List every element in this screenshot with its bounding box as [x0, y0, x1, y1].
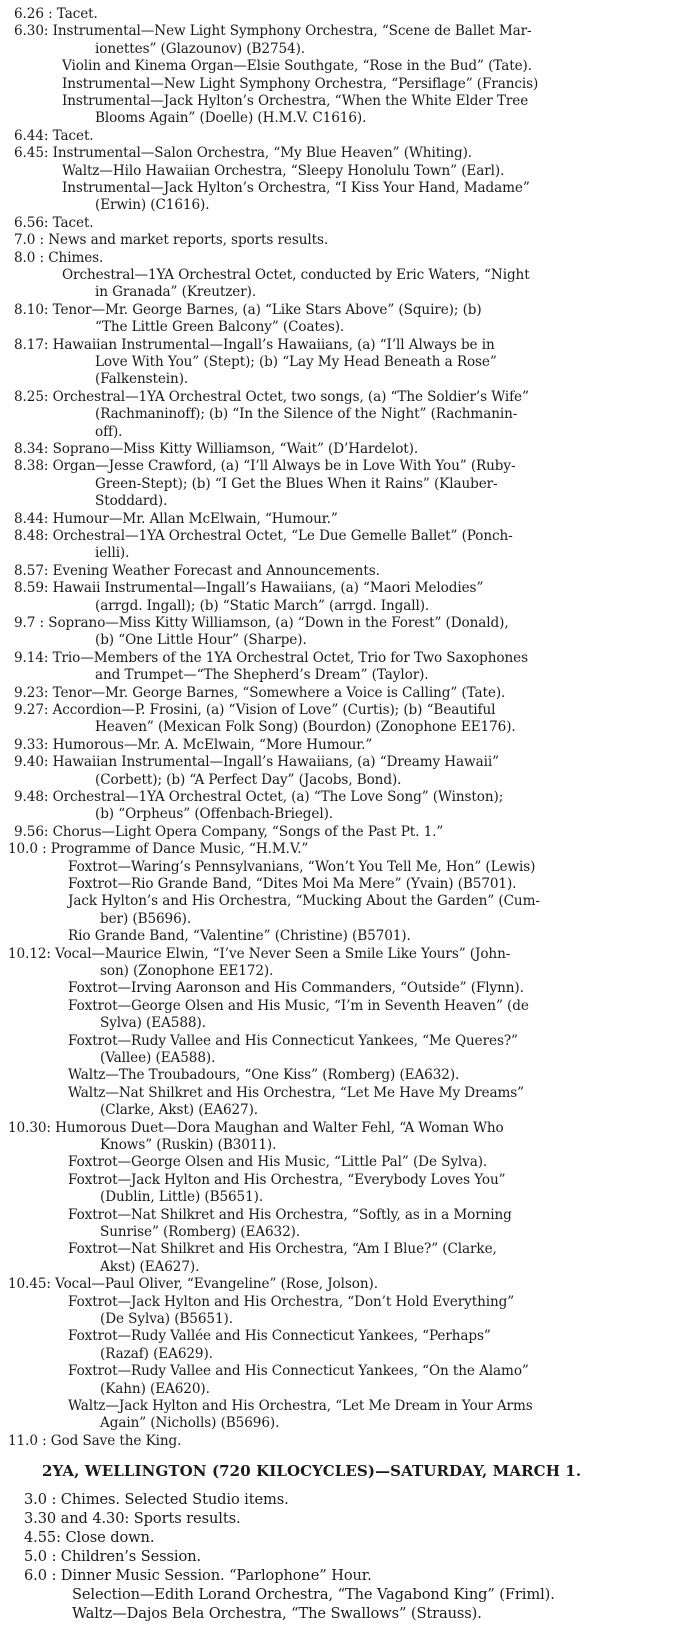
program-line: (Dublin, Little) (B5651). [100, 1189, 264, 1206]
program-line: 4.55: Close down. [24, 1529, 155, 1547]
program-line: Orchestral—1YA Orchestral Octet, conducted by Eric Waters, “Night [62, 267, 530, 283]
program-line: 6.26 : Tacet. [14, 6, 98, 22]
program-line: (Clarke, Akst) (EA627). [100, 1102, 259, 1119]
program-line: (Rachmaninoff); (b) “In the Silence of the Night” (Rachmanin- [95, 406, 518, 423]
program-line: Akst) (EA627). [100, 1258, 200, 1275]
program-line: Foxtrot—Waring’s Pennsylvanians, “Won’t You Tell Me, Hon” (Lewis) [68, 858, 536, 875]
program-line: Foxtrot—Rudy Vallee and His Connecticut Yankees, “Me Queres?” [68, 1032, 518, 1049]
program-line: (Vallee) (EA588). [100, 1050, 216, 1066]
program-line: 10.12: Vocal—Maurice Elwin, “I’ve Never Seen a Smile Like Yours” (John- [8, 945, 511, 962]
program-line: (Falkenstein). [95, 371, 189, 388]
program-line: (b) “Orpheus” (Offenbach-Briegel). [95, 806, 334, 823]
program-line: 9.33: Humorous—Mr. A. McElwain, “More Humour.” [14, 736, 373, 753]
program-line: 8.34: Soprano—Miss Kitty Williamson, “Wait” (D’Hardelot). [14, 441, 419, 457]
program-line: Selection—Edith Lorand Orchestra, “The Vagabond King” (Friml). [72, 1586, 555, 1604]
program-line: ionettes” (Glazounov) (B2754). [95, 40, 306, 57]
program-line: Again” (Nicholls) (B5696). [100, 1415, 280, 1432]
program-line: Waltz—Hilo Hawaiian Orchestra, “Sleepy Honolulu Town” (Earl). [62, 162, 505, 179]
program-line: 8.44: Humour—Mr. Allan McElwain, “Humour.” [14, 510, 338, 527]
program-line: ielli). [95, 545, 130, 562]
program-line: 3.30 and 4.30: Sports results. [24, 1510, 241, 1528]
program-line: Foxtrot—George Olsen and His Music, “I’m in Seventh Heaven” (de [68, 997, 529, 1014]
program-line: (Razaf) (EA629). [100, 1345, 213, 1362]
program-line: in Granada” (Kreutzer). [95, 284, 257, 301]
program-line: Waltz—Nat Shilkret and His Orchestra, “Let Me Have My Dreams” [68, 1084, 524, 1101]
program-line: son) (Zonophone EE172). [100, 963, 274, 979]
program-line: 8.17: Hawaiian Instrumental—Ingall’s Hawaiians, (a) “I’ll Always be in [14, 336, 495, 353]
program-line: (Erwin) (C1616). [95, 197, 210, 214]
program-line: and Trumpet—“The Shepherd’s Dream” (Taylor). [95, 667, 429, 684]
program-line: 6.30: Instrumental—New Light Symphony Orchestra, “Scene de Ballet Mar- [14, 23, 532, 40]
program-line: Love With You” (Stept); (b) “Lay My Head Beneath a Rose” [95, 354, 497, 370]
program-line: (Corbett); (b) “A Perfect Day” (Jacobs, Bond). [95, 771, 402, 788]
program-line: Foxtrot—Rudy Vallée and His Connecticut Yankees, “Perhaps” [68, 1328, 491, 1345]
program-line: Foxtrot—Rio Grande Band, “Dites Moi Ma Mere” (Yvain) (B5701). [68, 876, 517, 892]
program-line: Blooms Again” (Doelle) (H.M.V. C1616). [95, 110, 367, 127]
program-line: 10.0 : Programme of Dance Music, “H.M.V.” [8, 841, 309, 858]
program-line: Rio Grande Band, “Valentine” (Christine) (B5701). [68, 928, 411, 945]
program-line: Sylva) (EA588). [100, 1015, 206, 1032]
program-line: Heaven” (Mexican Folk Song) (Bourdon) (Zonophone EE176). [95, 719, 516, 736]
program-line: 8.10: Tenor—Mr. George Barnes, (a) “Like Stars Above” (Squire); (b) [14, 301, 482, 318]
program-line: Violin and Kinema Organ—Elsie Southgate, “Rose in the Bud” (Tate). [62, 58, 532, 75]
program-line: Foxtrot—Nat Shilkret and His Orchestra, “Softly, as in a Morning [68, 1206, 512, 1223]
program-line: Waltz—Jack Hylton and His Orchestra, “Let Me Dream in Your Arms [68, 1398, 533, 1414]
program-line: off). [95, 423, 123, 440]
program-line: 6.0 : Dinner Music Session. “Parlophone” Hour. [24, 1567, 372, 1585]
program-line: 9.56: Chorus—Light Opera Company, “Songs of the Past Pt. 1.” [14, 823, 444, 840]
program-line: Stoddard). [95, 493, 168, 510]
program-line: (Kahn) (EA620). [100, 1380, 210, 1397]
program-line: 10.45: Vocal—Paul Oliver, “Evangeline” (Rose, Jolson). [8, 1276, 378, 1293]
program-line: (b) “One Little Hour” (Sharpe). [95, 632, 307, 649]
program-line: 3.0 : Chimes. Selected Studio items. [24, 1491, 289, 1509]
program-line: Foxtrot—Rudy Vallee and His Connecticut Yankees, “On the Alamo” [68, 1363, 529, 1380]
program-line: 9.27: Accordion—P. Frosini, (a) “Vision of Love” (Curtis); (b) “Beautiful [14, 702, 496, 718]
program-line: Foxtrot—Nat Shilkret and His Orchestra, “Am I Blue?” (Clarke, [68, 1241, 497, 1258]
program-line: Instrumental—Jack Hylton’s Orchestra, “When the White Elder Tree [62, 93, 529, 109]
program-line: (De Sylva) (B5651). [100, 1311, 233, 1327]
program-line: 9.7 : Soprano—Miss Kitty Williamson, (a) “Down in the Forest” (Donald), [14, 615, 509, 631]
program-line: 9.14: Trio—Members of the 1YA Orchestral Octet, Trio for Two Saxophones [14, 649, 528, 666]
program-line: 7.0 : News and market reports, sports results. [14, 232, 329, 249]
program-line: Sunrise” (Romberg) (EA632). [100, 1224, 301, 1240]
program-line: 11.0 : God Save the King. [8, 1432, 182, 1449]
program-line: 9.48: Orchestral—1YA Orchestral Octet, (a) “The Love Song” (Winston); [14, 789, 504, 805]
program-line: 8.25: Orchestral—1YA Orchestral Octet, two songs, (a) “The Soldier’s Wife” [14, 388, 529, 405]
program-line: 10.30: Humorous Duet—Dora Maughan and Walter Fehl, “A Woman Who [8, 1119, 504, 1136]
program-line: 9.40: Hawaiian Instrumental—Ingall’s Hawaiians, (a) “Dreamy Hawaii” [14, 754, 499, 771]
program-line: Instrumental—Jack Hylton’s Orchestra, “I Kiss Your Hand, Madame” [62, 180, 530, 196]
program-line: Instrumental—New Light Symphony Orchestra, “Persiflage” (Francis) [62, 75, 539, 92]
program-line: 8.0 : Chimes. [14, 249, 104, 266]
program-line: 9.23: Tenor—Mr. George Barnes, “Somewhere a Voice is Calling” (Tate). [14, 684, 506, 701]
program-line: 6.44: Tacet. [14, 127, 94, 144]
program-line: 8.38: Organ—Jesse Crawford, (a) “I’ll Always be in Love With You” (Ruby- [14, 458, 516, 475]
program-line: Foxtrot—George Olsen and His Music, “Little Pal” (De Sylva). [68, 1154, 488, 1171]
program-line: Foxtrot—Jack Hylton and His Orchestra, “Don’t Hold Everything” [68, 1293, 515, 1310]
program-line: Waltz—Dajos Bela Orchestra, “The Swallows” (Strauss). [72, 1605, 482, 1623]
program-line: 5.0 : Children’s Session. [24, 1548, 202, 1566]
program-line: Foxtrot—Jack Hylton and His Orchestra, “Everybody Loves You” [68, 1171, 506, 1188]
station-heading: 2YA, WELLINGTON (720 KILOCYCLES)—SATURDAY, MARCH 1. [42, 1462, 582, 1481]
program-line: “The Little Green Balcony” (Coates). [95, 319, 345, 336]
program-line: 6.45: Instrumental—Salon Orchestra, “My Blue Heaven” (Whiting). [14, 145, 472, 162]
program-line: 8.48: Orchestral—1YA Orchestral Octet, “Le Due Gemelle Ballet” (Ponch- [14, 528, 513, 544]
program-line: 6.56: Tacet. [14, 214, 94, 231]
program-line: Waltz—The Troubadours, “One Kiss” (Romberg) (EA632). [68, 1067, 460, 1084]
program-line: Green-Stept); (b) “I Get the Blues When it Rains” (Klauber- [95, 475, 498, 492]
program-line: 8.57: Evening Weather Forecast and Announcements. [14, 562, 380, 579]
program-line: 8.59: Hawaii Instrumental—Ingall’s Hawaiians, (a) “Maori Melodies” [14, 580, 484, 597]
program-line: Jack Hylton’s and His Orchestra, “Mucking About the Garden” (Cum- [68, 893, 540, 910]
program-line: Knows” (Ruskin) (B3011). [100, 1137, 277, 1153]
program-line: (arrgd. Ingall); (b) “Static March” (arrgd. Ingall). [95, 597, 430, 614]
program-line: Foxtrot—Irving Aaronson and His Commanders, “Outside” (Flynn). [68, 980, 524, 997]
program-line: ber) (B5696). [100, 910, 192, 927]
